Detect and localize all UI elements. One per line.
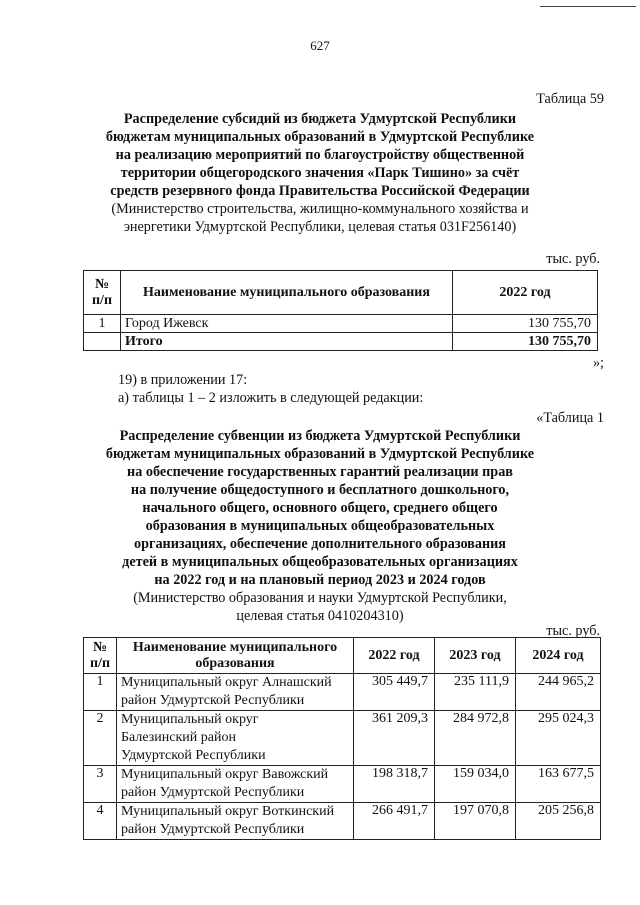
col-2022-header: 2022 год	[354, 638, 435, 674]
amendment-line-2: а) таблицы 1 – 2 изложить в следующей редакции:	[118, 390, 424, 406]
table59-units: тыс. руб.	[546, 251, 600, 267]
table-row: 4 Муниципальный округ Воткинский район Удмуртской Республики 266 491,7 197 070,8 205 256,8	[84, 803, 601, 840]
amendment-line-1: 19) в приложении 17:	[118, 372, 248, 388]
col-2024-header: 2024 год	[516, 638, 601, 674]
table-row: 1 Город Ижевск 130 755,70	[84, 315, 598, 333]
table1-subtitle: (Министерство образования и науки Удмуртской Республики, целевая статья 0410204310)	[133, 590, 507, 624]
table1	[83, 637, 601, 840]
table1-label: «Таблица 1	[536, 410, 604, 426]
table59-closing: »;	[592, 355, 604, 371]
table59-subtitle: (Министерство строительства, жилищно-коммунального хозяйства и энергетики Удмуртской Республики, целевая статья 031F256140)	[111, 201, 529, 235]
table59	[83, 270, 598, 351]
col-name-header: Наименование муниципального образования	[117, 638, 354, 674]
col-num-header: № п/п	[84, 638, 117, 674]
table-row: 2 Муниципальный округ Балезинский район Удмуртской Республики 361 209,3 284 972,8 295 024,3	[84, 711, 601, 766]
table59-label: Таблица 59	[536, 91, 604, 107]
col-2023-header: 2023 год	[435, 638, 516, 674]
table59-title: Распределение субсидий из бюджета Удмуртской Республики бюджетам муниципальных образований в Удмуртской Республике на реализацию мероприятий по благоустройству общественной территории общегородского значения «Парк Тишино» за счёт средств резервного фонда Правительства Российской Федерации	[105, 111, 535, 199]
table-row: 3 Муниципальный округ Вавожский район Удмуртской Республики 198 318,7 159 034,0 163 677,5	[84, 766, 601, 803]
total-row: Итого 130 755,70	[84, 333, 598, 351]
table1-title: Распределение субвенции из бюджета Удмуртской Республики бюджетам муниципальных образований в Удмуртской Республике на обеспечение государственных гарантий реализации прав на получение общедоступного и бесплатного дошкольного, начального общего, основного общего, среднего общего образования в муниципальных общеобразовательных организациях, обеспечение дополнительного образования детей в муниципальных общеобразовательных организациях на 2022 год и на плановый период 2023 и 2024 годов	[105, 428, 535, 588]
col-2022-header: 2022 год	[453, 271, 598, 315]
top-rule	[540, 6, 636, 7]
page-number: 627	[310, 38, 330, 53]
col-name-header: Наименование муниципального образования	[121, 271, 453, 315]
table-row: 1 Муниципальный округ Алнашский район Удмуртской Республики 305 449,7 235 111,9 244 965,2	[84, 674, 601, 711]
table1-units: тыс. руб.	[546, 623, 600, 639]
col-num-header: № п/п	[84, 271, 121, 315]
